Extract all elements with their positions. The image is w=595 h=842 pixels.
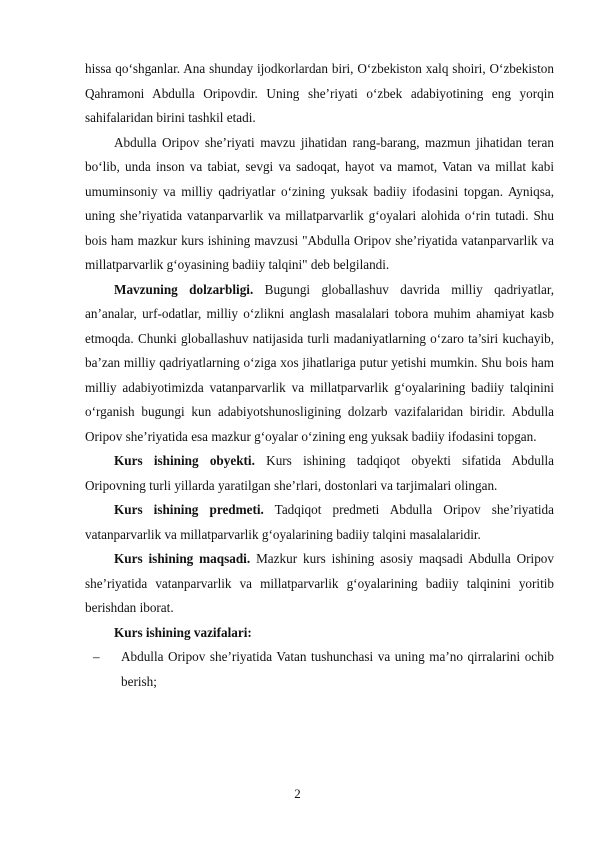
paragraph-relevance — [85, 278, 554, 450]
paragraph-text: hissa qo‘shganlar. Ana shunday ijodkorlardan biri, O‘zbekiston xalq shoiri, O‘zbekiston Qahramoni Abdulla Oripovdir. Uning she’riyati o‘zbek adabiyotining eng yorqin sahifalaridan birini tashkil etadi. — [85, 61, 554, 125]
paragraph-intro-continued — [85, 57, 554, 131]
list-item-text: Abdulla Oripov she’riyatida Vatan tushunchasi va uning ma’no qirralarini ochib berish; — [121, 649, 554, 689]
page-number: 2 — [294, 786, 301, 801]
paragraph-label: Mavzuning dolzarbligi. — [114, 281, 254, 297]
paragraph-tasks-heading — [85, 621, 554, 646]
paragraph-object — [85, 449, 554, 498]
document-body — [85, 57, 554, 694]
paragraph-label: Kurs ishining vazifalari: — [114, 624, 252, 640]
paragraph-label: Kurs ishining predmeti. — [114, 502, 264, 517]
list-item — [85, 645, 554, 694]
paragraph-label: Kurs ishining maqsadi. — [114, 551, 251, 566]
paragraph-text: Mazkur kurs ishining asosiy maqsadi Abdulla Oripov she’riyatida vatanparvarlik va millatparvarlik g‘oyalarining badiiy talqinini yoritib berishdan iborat. — [85, 551, 554, 615]
paragraph-subject — [85, 498, 554, 547]
paragraph-label: Kurs ishining obyekti. — [114, 453, 255, 468]
paragraph-text: Abdulla Oripov she’riyati mavzu jihatidan rang-barang, mazmun jihatidan teran bo‘lib, unda inson va tabiat, sevgi va sadoqat, hayot va mamot, Vatan va millat kabi umuminsoniy va milliy qadriyatlar o‘zining yuksak badiiy ifodasini topgan. Ayniqsa, uning she’riyatida vatanparvarlik va millatparvarlik g‘oyalari alohida o‘rin tutadi. Shu bois ham mazkur kurs ishining mavzusi "Abdulla Oripov she’riyatida vatanparvarlik va millatparvarlik g‘oyasining badiiy talqini" deb belgilandi. — [85, 134, 554, 272]
paragraph-oripov-poetry — [85, 131, 554, 278]
paragraph-text: Bugungi globallashuv davrida milliy qadriyatlar, an’analar, urf-odatlar, milliy o‘zlikni anglash masalalari tobora muhim ahamiyat kasb etmoqda. Chunki globallashuv natijasida turli madaniyatlarning o‘zaro ta’siri kuchayib, ba’zan milliy qadriyatlarning o‘ziga xos jihatlariga putur yetishi mumkin. Shu bois ham milliy adabiyotimizda vatanparvarlik va millatparvarlik g‘oyalarining badiiy talqinini o‘rganish bugungi kun adabiyotshunosligining dolzarb vazifalaridan biridir. Abdulla Oripov she’riyatida esa mazkur g‘oyalar o‘zining eng yuksak badiiy ifodasini topgan. — [85, 281, 555, 444]
paragraph-goal — [85, 547, 554, 621]
dash-bullet: – — [93, 649, 100, 664]
paragraph-text: Kurs ishining tadqiqot obyekti sifatida Abdulla Oripovning turli yillarda yaratilgan she’rlari, dostonlari va tarjimalari olingan. — [85, 453, 555, 493]
paragraph-text: Tadqiqot predmeti Abdulla Oripov she’riyatida vatanparvarlik va millatparvarlik g‘oyalarining badiiy talqini masalalaridir. — [85, 502, 554, 542]
